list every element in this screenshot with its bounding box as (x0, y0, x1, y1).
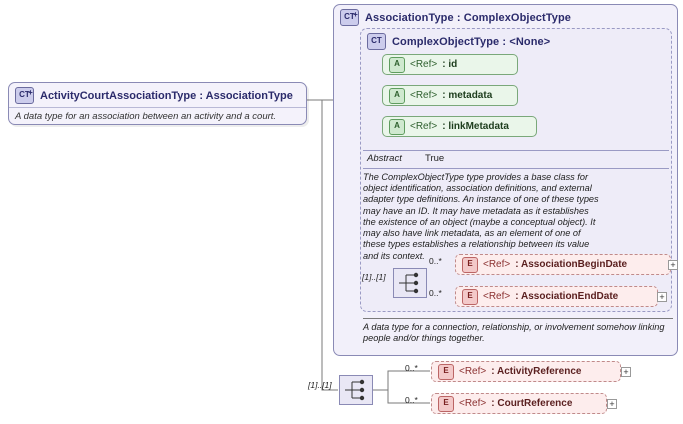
element-name: : CourtReference (491, 398, 573, 409)
expand-button[interactable]: + (668, 260, 678, 270)
outer-sequence-compositor[interactable] (339, 375, 373, 405)
abstract-label: Abstract (367, 153, 402, 164)
attribute-icon: A (389, 57, 405, 73)
attribute-icon: A (389, 88, 405, 104)
association-type-header (334, 5, 677, 28)
abstract-property-row (363, 150, 669, 169)
element-ref: <Ref> (459, 366, 487, 377)
element-icon: E (462, 257, 478, 273)
expand-button[interactable]: + (621, 367, 631, 377)
abstract-value: True (425, 153, 445, 164)
outer-sequence-occurs: [1]..[1] (308, 380, 332, 390)
element-name: : AssociationBeginDate (515, 259, 628, 270)
abstract-row (363, 151, 669, 166)
divider (363, 318, 673, 319)
element-icon: E (438, 364, 454, 380)
element-name: : ActivityReference (491, 366, 582, 377)
root-type-header (9, 83, 306, 106)
attribute-name: : linkMetadata (442, 121, 509, 132)
complex-object-type-doc: The ComplexObjectType type provides a base class for object identification, association definitions, and external adapter type definitions. An instance of one of these types may have an ID. It may have metadata as it establishes the existence of an object (maybe a conceptual object). It may also have link metadata, as an element of one of these types establishes a relationship between its value and its context. (363, 172, 599, 261)
root-type-box[interactable] (8, 82, 307, 125)
sequence-icon (340, 376, 372, 404)
sequence-icon (394, 269, 426, 297)
complex-type-icon: CT + (340, 9, 359, 26)
attribute-row-metadata[interactable] (382, 85, 518, 106)
element-name: : AssociationEndDate (515, 291, 619, 302)
inner-element-occurs-0: 0..* (429, 256, 442, 266)
attribute-name: : id (442, 59, 458, 70)
expand-button[interactable]: + (657, 292, 667, 302)
root-type-doc: A data type for an association between an activity and a court. (15, 111, 277, 122)
element-icon: E (438, 396, 454, 412)
expand-button[interactable]: + (607, 399, 617, 409)
complex-object-type-title: ComplexObjectType : <None> (392, 35, 551, 48)
attribute-row-id[interactable] (382, 54, 518, 75)
complex-type-icon: CT (367, 33, 386, 50)
inner-element-occurs-1: 0..* (429, 288, 442, 298)
complex-object-type-header (361, 29, 671, 52)
element-ref: <Ref> (483, 259, 511, 270)
attribute-name: : metadata (442, 90, 493, 101)
outer-element-occurs-1: 0..* (405, 395, 418, 405)
inner-sequence-compositor[interactable] (393, 268, 427, 298)
attribute-ref: <Ref> (410, 121, 438, 132)
association-type-title: AssociationType : ComplexObjectType (365, 11, 572, 24)
element-ref: <Ref> (459, 398, 487, 409)
attribute-ref: <Ref> (410, 59, 438, 70)
element-row-associationenddate[interactable] (455, 286, 658, 307)
element-row-activityreference[interactable] (431, 361, 621, 382)
outer-element-occurs-0: 0..* (405, 363, 418, 373)
association-type-doc: A data type for a connection, relationship, or involvement somehow linking people and/or things together. (363, 322, 665, 344)
element-row-associationbegindate[interactable] (455, 254, 671, 275)
complex-type-icon: CT + (15, 87, 34, 104)
attribute-icon: A (389, 119, 405, 135)
inner-sequence-occurs: [1]..[1] (362, 272, 386, 282)
root-type-title: ActivityCourtAssociationType : AssociationType (40, 89, 293, 102)
attribute-ref: <Ref> (410, 90, 438, 101)
attribute-row-linkmetadata[interactable] (382, 116, 537, 137)
element-ref: <Ref> (483, 291, 511, 302)
element-icon: E (462, 289, 478, 305)
element-row-courtreference[interactable] (431, 393, 607, 414)
